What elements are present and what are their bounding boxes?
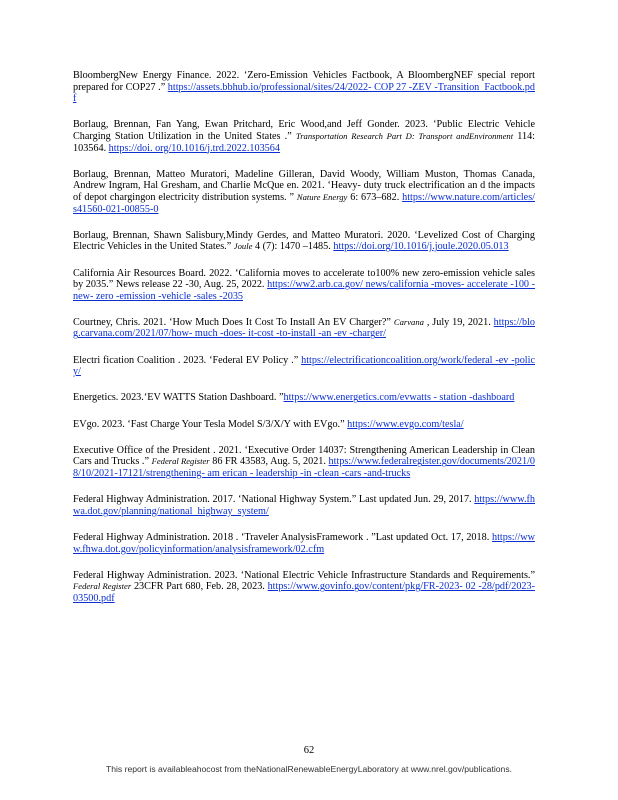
reference-link[interactable]: https://www.energetics.com/evwatts - station -dashboard bbox=[283, 392, 515, 404]
page-number: 62 bbox=[303, 745, 315, 756]
reference-link[interactable]: https://www.fhwa.dot.gov/policyinformation/analysisframework/02.cfm bbox=[73, 531, 535, 555]
reference-text: Federal Highway Administration. 2018 . ‘Traveler AnalysisFramework . ”Last updated Oct. 17, 2018. bbox=[73, 531, 492, 543]
reference-text: Borlaug, Brennan, Fan Yang, Ewan Pritchard, Eric Wood,and Jeff Gonder. 2023. ‘Public Electric Vehicle Charging Station Utilization in the United States .” bbox=[73, 119, 535, 142]
reference-text: Executive Office of the President . 2021. ‘Executive Order 14037: Strengthening American Leadership in Clean Cars and Trucks .” bbox=[73, 444, 535, 468]
reference-link[interactable]: https://www.federalregister.gov/documents/2021/08/10/2021-17121/strengthening- am erican - leadership -in -clean -cars -and-trucks bbox=[73, 456, 535, 479]
reference-source: Federal Register bbox=[73, 581, 132, 592]
reference-link[interactable]: https://www.evgo.com/tesla/ bbox=[347, 418, 464, 430]
reference-text: EVgo. 2023. ‘Fast Charge Your Tesla Model S/3/X/Y with EVgo.” bbox=[73, 418, 348, 430]
reference-text: BloombergNew Energy Finance. 2022. ‘Zero-Emission Vehicles Factbook, A BloombergNEF special report prepared for COP27 .” bbox=[73, 70, 535, 93]
reference-entry bbox=[73, 570, 535, 605]
reference-entry bbox=[73, 70, 535, 105]
reference-details: 23CFR Part 680, Feb. 28, 2023. bbox=[131, 581, 268, 593]
reference-source: Federal Register bbox=[151, 456, 210, 467]
reference-source: Nature Energy bbox=[296, 191, 348, 202]
reference-link[interactable]: https://www.nature.com/articles/s41560-021-00855-0 bbox=[73, 191, 535, 215]
reference-entry bbox=[73, 419, 535, 431]
reference-source: Joule bbox=[233, 241, 253, 252]
reference-entry bbox=[73, 392, 535, 404]
reference-link[interactable]: https://assets.bbhub.io/professional/sites/24/2022- COP 27 -ZEV -Transition_Factbook.pdf bbox=[73, 81, 535, 105]
reference-entry bbox=[73, 230, 535, 253]
reference-details: 4 (7): 1470 –1485. bbox=[252, 241, 334, 253]
reference-details: 86 FR 43583, Aug. 5, 2021. bbox=[209, 456, 329, 468]
reference-link[interactable]: https://doi. org/10.1016/j.trd.2022.103564 bbox=[108, 142, 280, 154]
reference-entry bbox=[73, 532, 535, 555]
reference-text: Energetics. 2023.‘EV WATTS Station Dashboard. ” bbox=[73, 392, 284, 404]
reference-list bbox=[73, 70, 535, 619]
reference-text: Courtney, Chris. 2021. ‘How Much Does It Cost To Install An EV Charger?” bbox=[73, 316, 394, 328]
reference-entry bbox=[73, 119, 535, 154]
reference-details: 6: 673–682. bbox=[347, 191, 403, 203]
reference-entry bbox=[73, 494, 535, 517]
reference-details: , July 19, 2021. bbox=[423, 316, 494, 328]
page-footer: This report is availableahocost from theNationalRenewableEnergyLaboratory at www.nrel.gov/publications. bbox=[105, 764, 513, 774]
reference-link[interactable]: https://electrificationcoalition.org/work/federal -ev -policy/ bbox=[73, 354, 535, 378]
reference-entry bbox=[73, 169, 535, 215]
reference-entry bbox=[73, 445, 535, 480]
reference-link[interactable]: https://www.fhwa.dot.gov/planning/national_highway_system/ bbox=[73, 494, 535, 517]
reference-entry bbox=[73, 355, 535, 378]
reference-text: Borlaug, Brennan, Shawn Salisbury,Mindy Gerdes, and Matteo Muratori. 2020. ‘Levelized Cost of Charging Electric Vehicles in the United States.” bbox=[73, 229, 535, 253]
reference-details: 114: 103564. bbox=[73, 130, 536, 154]
reference-text: Electri fication Coalition . 2023. ‘Federal EV Policy .” bbox=[73, 354, 302, 366]
reference-source: Carvana bbox=[393, 316, 424, 327]
reference-text: Federal Highway Administration. 2023. ‘National Electric Vehicle Infrastructure Standards and Requirements.” bbox=[73, 569, 535, 581]
reference-source: Transportation Research Part D: Transport andEnvironment bbox=[295, 130, 514, 141]
reference-link[interactable]: https://blog.carvana.com/2021/07/how- much -does- it-cost -to-install -an -ev -charger/ bbox=[73, 316, 535, 340]
reference-entry bbox=[73, 268, 535, 303]
reference-link[interactable]: https://doi.org/10.1016/j.joule.2020.05.013 bbox=[333, 241, 509, 253]
reference-link[interactable]: https://ww2.arb.ca.gov/ news/california -moves- accelerate -100 -new- zero -emission -vehicle -sales -2035 bbox=[73, 279, 536, 302]
reference-text: California Air Resources Board. 2022. ‘California moves to accelerate to100% new zero-emission vehicle sales by 2035.” News release 22 -30, Aug. 25, 2022. bbox=[73, 267, 535, 291]
reference-text: Federal Highway Administration. 2017. ‘National Highway System.” Last updated Jun. 29, 2017. bbox=[73, 494, 475, 506]
reference-link[interactable]: https://www.govinfo.gov/content/pkg/FR-2023- 02 -28/pdf/2023-03500.pdf bbox=[73, 581, 535, 604]
reference-text: Borlaug, Brennan, Matteo Muratori, Madeline Gilleran, David Woody, William Muston, Thomas Canada, Andrew Ingram, Hal Gresham, and Charlie McQue en. 2021. ‘Heavy- duty truck electrification an d the impacts of depot chargingon electricity distribution systems. ” bbox=[73, 168, 535, 203]
reference-entry bbox=[73, 317, 535, 340]
